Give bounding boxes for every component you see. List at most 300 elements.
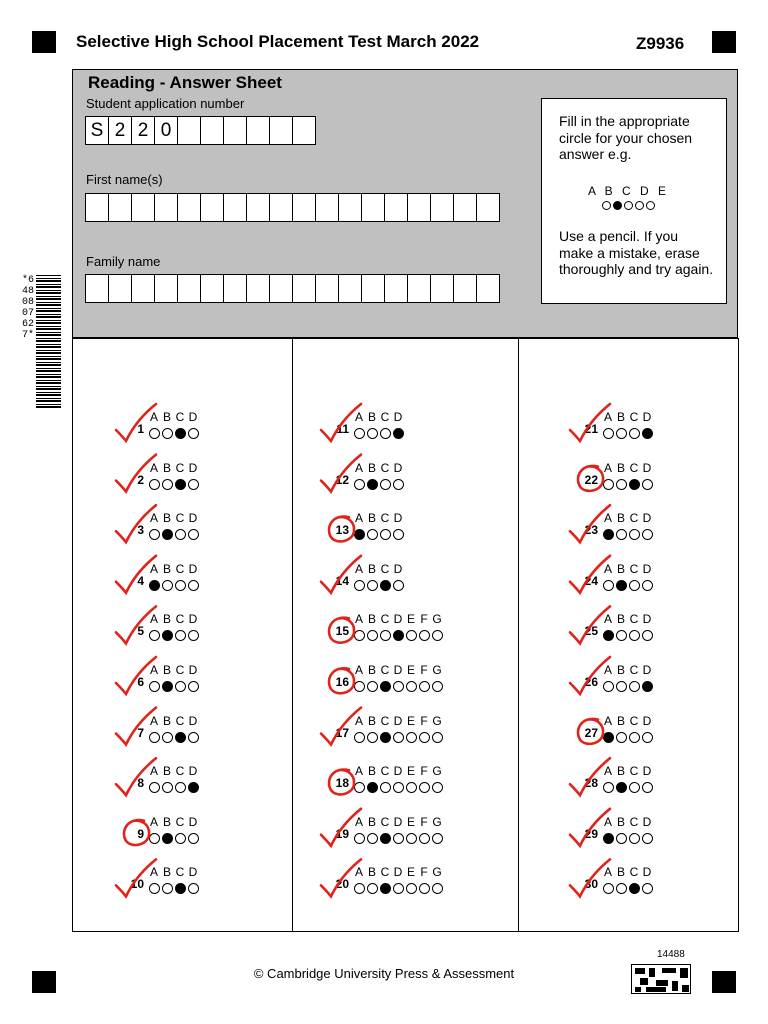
answer-bubble-b[interactable] — [367, 630, 378, 641]
answer-bubble-e[interactable] — [406, 681, 417, 692]
answer-bubble-c[interactable] — [175, 529, 186, 540]
first-name-boxes[interactable] — [85, 193, 500, 222]
answer-bubble-c[interactable] — [629, 529, 640, 540]
first-name-box[interactable] — [361, 193, 385, 222]
first-name-box[interactable] — [292, 193, 316, 222]
first-name-box[interactable] — [269, 193, 293, 222]
example-letters: A B C D E — [587, 183, 670, 198]
answer-bubble-c[interactable] — [175, 681, 186, 692]
question-number: 2 — [137, 472, 144, 487]
answer-bubble-d[interactable] — [188, 580, 199, 591]
question-number: 1 — [137, 422, 144, 436]
answer-bubble-c[interactable] — [380, 782, 391, 793]
family-name-box[interactable] — [269, 274, 293, 303]
answer-bubble-c[interactable] — [380, 479, 391, 490]
answer-bubbles — [354, 782, 445, 793]
family-name-box[interactable] — [108, 274, 132, 303]
answer-bubble-b[interactable] — [367, 529, 378, 540]
option-letters: A B C D — [354, 410, 403, 424]
answer-bubble-a[interactable] — [354, 580, 365, 591]
answer-bubble-b[interactable] — [616, 479, 627, 490]
family-name-box[interactable] — [315, 274, 339, 303]
answer-bubble-b[interactable] — [162, 883, 173, 894]
answer-bubble-b[interactable] — [162, 479, 173, 490]
test-code: Z9936 — [636, 34, 685, 53]
question-number: 3 — [137, 523, 144, 538]
answer-bubble-b[interactable] — [162, 630, 173, 641]
question-number: 12 — [335, 472, 349, 487]
answer-bubble-d[interactable] — [393, 529, 404, 540]
answer-bubble-c[interactable] — [175, 732, 186, 743]
answer-bubble-c[interactable] — [629, 479, 640, 490]
example-bubble — [635, 201, 644, 210]
answer-bubble-c[interactable] — [175, 883, 186, 894]
answer-bubble-d[interactable] — [642, 479, 653, 490]
family-name-box[interactable] — [361, 274, 385, 303]
answer-bubbles — [354, 479, 406, 490]
option-letters: A B C D — [354, 561, 403, 576]
app-number-box[interactable]: 2 — [108, 116, 132, 145]
question-15 — [327, 612, 447, 646]
answer-bubble-d[interactable] — [188, 479, 199, 490]
answer-bubble-b[interactable] — [616, 732, 627, 743]
answer-bubble-b[interactable] — [367, 883, 378, 894]
answer-bubbles — [354, 630, 445, 641]
answer-bubble-a[interactable] — [149, 529, 160, 540]
question-19 — [327, 815, 447, 849]
question-number: 14 — [335, 573, 349, 588]
answer-bubble-a[interactable] — [149, 883, 160, 894]
question-number: 18 — [335, 776, 349, 791]
answer-bubble-a[interactable] — [354, 833, 365, 844]
answer-bubble-c[interactable] — [380, 732, 391, 743]
first-name-label: First name(s) — [86, 172, 163, 187]
answer-bubble-b[interactable] — [367, 782, 378, 793]
answer-bubble-c[interactable] — [629, 580, 640, 591]
family-name-box[interactable] — [430, 274, 454, 303]
option-letters: A B C D — [603, 410, 652, 424]
app-number-box[interactable]: S — [85, 116, 109, 145]
first-name-box[interactable] — [200, 193, 224, 222]
answer-bubble-a[interactable] — [149, 732, 160, 743]
answer-bubbles — [149, 630, 201, 641]
option-letters: A B C D — [149, 663, 198, 677]
answer-bubble-a[interactable] — [603, 681, 614, 692]
answer-bubble-d[interactable] — [642, 833, 653, 844]
answer-bubbles — [149, 681, 201, 692]
first-name-box[interactable] — [453, 193, 477, 222]
column-divider-1 — [292, 338, 293, 932]
answer-bubble-a[interactable] — [603, 883, 614, 894]
answer-bubble-a[interactable] — [603, 479, 614, 490]
answer-bubble-e[interactable] — [406, 630, 417, 641]
answer-bubble-b[interactable] — [367, 732, 378, 743]
answer-bubble-c[interactable] — [380, 529, 391, 540]
answer-bubbles — [149, 883, 201, 894]
family-name-box[interactable] — [246, 274, 270, 303]
family-name-box[interactable] — [223, 274, 247, 303]
question-2 — [122, 461, 242, 495]
option-letters: A B C D — [603, 814, 652, 829]
question-27 — [576, 714, 696, 748]
option-letters: A B C D — [603, 713, 652, 728]
question-number: 9 — [137, 826, 144, 841]
question-30 — [576, 865, 696, 899]
answer-bubble-a[interactable] — [149, 630, 160, 641]
pencil-instruction: Use a pencil. If you make a mistake, erase thoroughly and try again. — [559, 228, 714, 277]
answer-bubble-g[interactable] — [432, 630, 443, 641]
first-name-box[interactable] — [131, 193, 155, 222]
answer-bubble-f[interactable] — [419, 681, 430, 692]
answer-bubble-b[interactable] — [616, 428, 627, 439]
question-number: 11 — [336, 422, 349, 436]
answer-bubble-d[interactable] — [393, 479, 404, 490]
answer-bubbles — [603, 580, 655, 591]
answer-bubble-b[interactable] — [367, 428, 378, 439]
option-letters: A B C D — [603, 460, 652, 475]
answer-bubble-d[interactable] — [393, 732, 404, 743]
answer-bubble-b[interactable] — [162, 782, 173, 793]
question-number: 30 — [584, 877, 598, 892]
question-13 — [327, 511, 447, 545]
first-name-box[interactable] — [430, 193, 454, 222]
app-number-box[interactable] — [269, 116, 293, 145]
barcode-text: *6480807627* — [22, 275, 35, 341]
question-8 — [122, 764, 242, 798]
question-number: 4 — [137, 573, 144, 588]
option-letters: A B C D — [149, 511, 198, 526]
family-name-box[interactable] — [453, 274, 477, 303]
option-letters: A B C D E F G — [354, 764, 442, 779]
answer-bubbles — [149, 833, 201, 844]
answer-bubbles — [603, 883, 655, 894]
answer-bubble-d[interactable] — [642, 529, 653, 540]
answer-bubble-d[interactable] — [393, 580, 404, 591]
answer-bubble-d[interactable] — [188, 782, 199, 793]
answer-bubble-b[interactable] — [162, 732, 173, 743]
answer-bubble-b[interactable] — [162, 580, 173, 591]
answer-bubble-e[interactable] — [406, 782, 417, 793]
question-number: 24 — [584, 573, 598, 588]
answer-bubble-e[interactable] — [406, 732, 417, 743]
answer-bubbles — [354, 428, 406, 439]
answer-bubble-b[interactable] — [616, 580, 627, 591]
answer-bubble-b[interactable] — [367, 681, 378, 692]
family-name-box[interactable] — [154, 274, 178, 303]
answer-bubble-f[interactable] — [419, 883, 430, 894]
answer-bubbles — [149, 580, 201, 591]
answer-bubbles — [354, 833, 445, 844]
answer-bubble-c[interactable] — [380, 833, 391, 844]
question-number: 29 — [584, 826, 598, 841]
answer-bubbles — [149, 529, 201, 540]
answer-bubbles — [149, 428, 201, 439]
answer-bubble-b[interactable] — [616, 883, 627, 894]
answer-bubble-d[interactable] — [188, 529, 199, 540]
answer-bubble-f[interactable] — [419, 732, 430, 743]
question-28 — [576, 764, 696, 798]
answer-bubble-d[interactable] — [393, 681, 404, 692]
answer-bubble-g[interactable] — [432, 732, 443, 743]
answer-bubble-c[interactable] — [175, 428, 186, 439]
answer-bubble-b[interactable] — [367, 479, 378, 490]
app-number-box[interactable] — [200, 116, 224, 145]
answer-bubble-c[interactable] — [175, 833, 186, 844]
answer-bubble-b[interactable] — [162, 681, 173, 692]
family-name-label: Family name — [86, 254, 161, 269]
side-barcode — [36, 275, 61, 408]
answer-bubble-d[interactable] — [393, 428, 404, 439]
answer-bubble-a[interactable] — [354, 681, 365, 692]
app-number-boxes[interactable] — [85, 116, 316, 145]
question-number: 17 — [335, 725, 349, 740]
app-number-box[interactable] — [246, 116, 270, 145]
answer-bubbles — [354, 732, 445, 743]
answer-bubble-g[interactable] — [432, 883, 443, 894]
answer-bubble-c[interactable] — [629, 782, 640, 793]
answer-sheet-title: Reading - Answer Sheet — [88, 73, 282, 92]
registration-mark-top-left — [32, 31, 56, 53]
answer-bubble-b[interactable] — [616, 529, 627, 540]
answer-bubble-f[interactable] — [419, 630, 430, 641]
page-title: Selective High School Placement Test March 2022 — [76, 32, 480, 51]
answer-bubble-d[interactable] — [642, 681, 653, 692]
answer-bubble-a[interactable] — [603, 529, 614, 540]
app-number-label: Student application number — [86, 96, 245, 111]
family-name-box[interactable] — [384, 274, 408, 303]
answer-bubble-d[interactable] — [188, 681, 199, 692]
answer-bubbles — [603, 732, 655, 743]
question-7 — [122, 714, 242, 748]
option-letters: A B C D — [149, 713, 198, 728]
answer-bubble-d[interactable] — [642, 428, 653, 439]
answer-bubble-b[interactable] — [162, 833, 173, 844]
answer-bubble-b[interactable] — [162, 529, 173, 540]
answer-bubble-c[interactable] — [380, 681, 391, 692]
answer-bubble-a[interactable] — [603, 833, 614, 844]
answer-bubble-a[interactable] — [149, 428, 160, 439]
example-bubble — [624, 201, 633, 210]
example-bubble — [602, 201, 611, 210]
family-name-boxes[interactable] — [85, 274, 500, 303]
answer-bubbles — [603, 630, 655, 641]
question-3 — [122, 511, 242, 545]
answer-bubbles — [603, 529, 655, 540]
answer-bubble-a[interactable] — [354, 529, 365, 540]
question-number: 22 — [584, 472, 598, 487]
first-name-box[interactable] — [407, 193, 431, 222]
answer-bubble-a[interactable] — [603, 428, 614, 439]
option-letters: A B C D E F G — [354, 663, 442, 677]
answer-bubble-a[interactable] — [603, 580, 614, 591]
option-letters: A B C D — [603, 663, 652, 677]
answer-bubbles — [603, 833, 655, 844]
answer-bubble-a[interactable] — [354, 479, 365, 490]
answer-bubble-g[interactable] — [432, 681, 443, 692]
question-number: 16 — [335, 675, 349, 689]
answer-bubble-d[interactable] — [642, 782, 653, 793]
option-letters: A B C D — [603, 865, 652, 880]
question-26 — [576, 663, 696, 697]
question-number: 8 — [137, 776, 144, 791]
question-20 — [327, 865, 447, 899]
answer-bubbles — [603, 479, 655, 490]
answer-bubble-a[interactable] — [354, 630, 365, 641]
answer-bubble-e[interactable] — [406, 833, 417, 844]
answer-bubble-b[interactable] — [616, 782, 627, 793]
question-10 — [122, 865, 242, 899]
answer-bubble-c[interactable] — [629, 833, 640, 844]
answer-bubble-b[interactable] — [616, 681, 627, 692]
answer-bubble-a[interactable] — [354, 883, 365, 894]
family-name-box[interactable] — [476, 274, 500, 303]
answer-bubble-b[interactable] — [162, 428, 173, 439]
answer-bubble-d[interactable] — [642, 732, 653, 743]
option-letters: A B C D — [354, 460, 403, 475]
answer-bubble-c[interactable] — [380, 580, 391, 591]
answer-bubble-d[interactable] — [393, 630, 404, 641]
sheet-serial-number: 14488 — [657, 949, 685, 960]
question-number: 25 — [584, 624, 598, 639]
question-9 — [122, 815, 242, 849]
option-letters: A B C D — [603, 612, 652, 627]
family-name-box[interactable] — [85, 274, 109, 303]
answer-bubbles — [354, 681, 445, 692]
answer-bubble-a[interactable] — [603, 782, 614, 793]
answer-bubble-a[interactable] — [149, 681, 160, 692]
answer-bubble-a[interactable] — [149, 782, 160, 793]
answer-bubble-c[interactable] — [629, 630, 640, 641]
question-number: 7 — [137, 725, 144, 740]
first-name-box[interactable] — [154, 193, 178, 222]
answer-bubble-d[interactable] — [642, 580, 653, 591]
question-25 — [576, 612, 696, 646]
answer-bubbles — [603, 782, 655, 793]
answer-bubble-g[interactable] — [432, 833, 443, 844]
answer-bubble-a[interactable] — [603, 732, 614, 743]
answer-bubble-b[interactable] — [616, 833, 627, 844]
app-number-box[interactable] — [177, 116, 201, 145]
answer-bubble-a[interactable] — [354, 782, 365, 793]
answer-bubble-e[interactable] — [406, 883, 417, 894]
answer-bubble-g[interactable] — [432, 782, 443, 793]
family-name-box[interactable] — [200, 274, 224, 303]
option-letters: A B C D E F G — [354, 612, 442, 627]
answer-bubble-d[interactable] — [188, 428, 199, 439]
question-number: 21 — [584, 422, 598, 436]
family-name-box[interactable] — [177, 274, 201, 303]
answer-bubble-a[interactable] — [354, 732, 365, 743]
question-number: 27 — [584, 725, 598, 740]
question-number: 20 — [335, 877, 349, 892]
family-name-box[interactable] — [292, 274, 316, 303]
family-name-box[interactable] — [131, 274, 155, 303]
answer-bubble-c[interactable] — [380, 883, 391, 894]
answer-bubble-d[interactable] — [188, 833, 199, 844]
answer-bubbles — [149, 732, 201, 743]
answer-bubbles — [603, 681, 655, 692]
column-divider-2 — [518, 338, 519, 932]
question-21 — [576, 410, 696, 444]
question-number: 6 — [137, 675, 144, 689]
copyright: © Cambridge University Press & Assessment — [253, 966, 515, 981]
answer-bubble-d[interactable] — [393, 833, 404, 844]
answer-bubble-c[interactable] — [175, 479, 186, 490]
app-number-box[interactable]: 0 — [154, 116, 178, 145]
answer-bubble-f[interactable] — [419, 782, 430, 793]
answer-bubble-d[interactable] — [393, 883, 404, 894]
first-name-box[interactable] — [108, 193, 132, 222]
first-name-box[interactable] — [177, 193, 201, 222]
first-name-box[interactable] — [384, 193, 408, 222]
answer-bubble-a[interactable] — [149, 833, 160, 844]
example-bubble — [646, 201, 655, 210]
option-letters: A B C D — [149, 460, 198, 475]
answer-bubble-c[interactable] — [175, 782, 186, 793]
answer-bubble-b[interactable] — [367, 580, 378, 591]
question-number: 5 — [137, 624, 144, 639]
answer-bubble-d[interactable] — [188, 883, 199, 894]
answer-bubble-d[interactable] — [188, 630, 199, 641]
answer-bubble-c[interactable] — [629, 883, 640, 894]
first-name-box[interactable] — [338, 193, 362, 222]
option-letters: A B C D — [149, 764, 198, 779]
answer-bubble-d[interactable] — [642, 883, 653, 894]
question-23 — [576, 511, 696, 545]
question-29 — [576, 815, 696, 849]
answer-bubble-c[interactable] — [175, 580, 186, 591]
first-name-box[interactable] — [223, 193, 247, 222]
first-name-box[interactable] — [246, 193, 270, 222]
answer-bubble-c[interactable] — [629, 732, 640, 743]
option-letters: A B C D E F G — [354, 865, 442, 880]
first-name-box[interactable] — [476, 193, 500, 222]
answer-bubble-f[interactable] — [419, 833, 430, 844]
family-name-box[interactable] — [338, 274, 362, 303]
example-bubbles — [559, 201, 698, 210]
answer-bubble-a[interactable] — [149, 580, 160, 591]
answer-bubble-d[interactable] — [393, 782, 404, 793]
option-letters: A B C D — [603, 561, 652, 576]
option-letters: A B C D — [149, 814, 198, 829]
answer-bubble-c[interactable] — [629, 428, 640, 439]
answer-bubble-c[interactable] — [175, 630, 186, 641]
app-number-box[interactable] — [292, 116, 316, 145]
answer-bubble-a[interactable] — [603, 630, 614, 641]
app-number-box[interactable] — [223, 116, 247, 145]
app-number-box[interactable]: 2 — [131, 116, 155, 145]
answer-bubble-a[interactable] — [149, 479, 160, 490]
answer-bubble-d[interactable] — [188, 732, 199, 743]
answer-bubble-b[interactable] — [616, 630, 627, 641]
answer-bubble-c[interactable] — [380, 428, 391, 439]
answer-bubble-c[interactable] — [380, 630, 391, 641]
first-name-box[interactable] — [315, 193, 339, 222]
family-name-box[interactable] — [407, 274, 431, 303]
question-6 — [122, 663, 242, 697]
answer-bubble-a[interactable] — [354, 428, 365, 439]
sheet-code-matrix — [631, 964, 691, 994]
fill-instruction: Fill in the appropriate circle for your chosen answer e.g. — [559, 113, 693, 162]
answer-bubble-d[interactable] — [642, 630, 653, 641]
option-letters: A B C D E F G — [354, 814, 442, 829]
question-16 — [327, 663, 447, 697]
first-name-box[interactable] — [85, 193, 109, 222]
question-1 — [122, 410, 242, 444]
answer-bubble-c[interactable] — [629, 681, 640, 692]
answer-bubble-b[interactable] — [367, 833, 378, 844]
option-letters: A B C D — [149, 865, 198, 880]
